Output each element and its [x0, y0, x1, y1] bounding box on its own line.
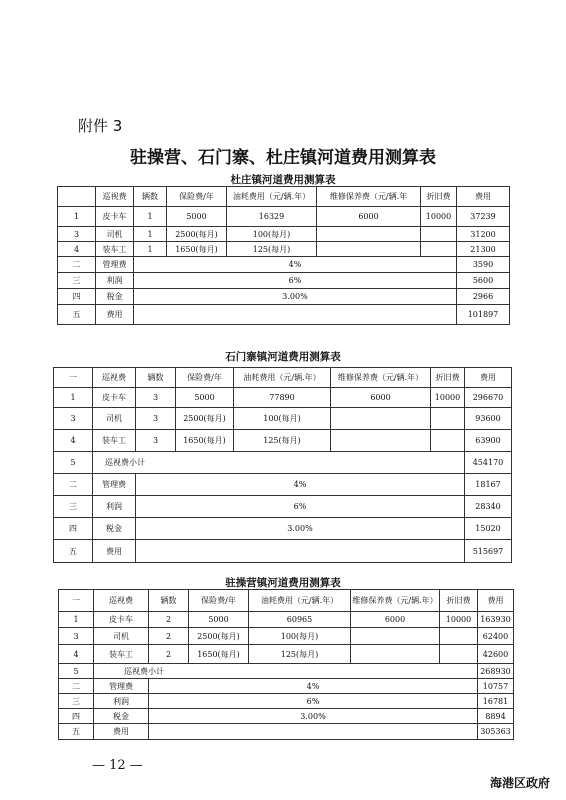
summary-row [58, 257, 510, 273]
header-cell: 油耗费用（元/辆.年） [227, 187, 317, 207]
table-cell: 税金 [93, 518, 136, 540]
table-cell: 42600 [478, 645, 514, 664]
header-cell: 折旧费 [431, 368, 465, 388]
table-cell: 4% [149, 679, 478, 694]
summary-row [58, 273, 510, 289]
table-cell: 454170 [465, 452, 512, 474]
table-cell: 2 [149, 645, 189, 664]
table-row [54, 430, 512, 452]
attachment-label: 附件 3 [78, 117, 123, 135]
header-cell: 费用 [457, 187, 510, 207]
table-cell: 2 [149, 628, 189, 645]
table-cell: 1 [54, 388, 93, 408]
table-cell: 16329 [227, 207, 317, 227]
table-row [54, 388, 512, 408]
header-cell: 折旧费 [421, 187, 457, 207]
table-cell: 税金 [96, 289, 134, 305]
table-cell: 3 [59, 628, 94, 645]
table-cell: 62400 [478, 628, 514, 645]
table-cell [421, 227, 457, 242]
table-cell: 费用 [94, 724, 149, 740]
table-cell: 1650(每月) [176, 430, 234, 452]
table-cell: 司机 [96, 227, 134, 242]
table-cell: 5600 [457, 273, 510, 289]
header-cell: 保险费/年 [167, 187, 227, 207]
table-cell: 巡视费小计 [94, 664, 478, 679]
table-cell: 125(每月) [234, 430, 331, 452]
header-cell: 维修保养费（元/辆.年 [317, 187, 421, 207]
table-cell: 4 [59, 645, 94, 664]
header-cell [58, 187, 96, 207]
table-cell: 2500(每月) [176, 408, 234, 430]
table-cell: 三 [59, 694, 94, 709]
table-cell: 6000 [351, 612, 440, 628]
table-title-zhucaoying: 驻操营镇河道费用测算表 [225, 577, 341, 589]
table-cell: 63900 [465, 430, 512, 452]
table-cell: 司机 [94, 628, 149, 645]
table-cell: 四 [59, 709, 94, 724]
table-cell: 5 [54, 452, 93, 474]
table-cell: 司机 [93, 408, 136, 430]
table-cell: 100(每月) [249, 628, 351, 645]
table-cell [421, 242, 457, 257]
table-cell: 皮卡车 [93, 388, 136, 408]
header-cell: 辆数 [149, 590, 189, 612]
header-cell: 辆数 [134, 187, 167, 207]
table-cell: 1650(每月) [189, 645, 249, 664]
table-cell: 3.00% [149, 709, 478, 724]
cost-table-shimenzhai [53, 367, 512, 563]
header-cell: 维修保养费（元/辆.年） [351, 590, 440, 612]
header-cell: 维修保养费（元/辆.年） [331, 368, 431, 388]
header-cell: 一 [54, 368, 93, 388]
summary-row [54, 518, 512, 540]
table-cell [331, 408, 431, 430]
summary-row [59, 724, 514, 740]
table-cell: 3.00% [136, 518, 465, 540]
table-header-row [58, 187, 510, 207]
table-cell: 二 [54, 474, 93, 496]
header-cell: 保险费/年 [176, 368, 234, 388]
table-cell: 装车工 [93, 430, 136, 452]
table-cell: 费用 [93, 540, 136, 563]
table-cell: 二 [59, 679, 94, 694]
table-cell: 四 [54, 518, 93, 540]
table-cell [440, 645, 478, 664]
table-cell: 3 [136, 408, 176, 430]
table-cell: 皮卡车 [96, 207, 134, 227]
table-cell: 皮卡车 [94, 612, 149, 628]
cost-table-zhucaoying [58, 589, 514, 740]
table-cell: 77890 [234, 388, 331, 408]
source-watermark: 海港区政府 [489, 776, 550, 790]
table-cell: 3 [54, 408, 93, 430]
table-cell: 1 [134, 242, 167, 257]
table-cell: 巡视费小计 [93, 452, 465, 474]
summary-row [54, 474, 512, 496]
table-cell: 利润 [96, 273, 134, 289]
header-cell: 巡视费 [93, 368, 136, 388]
summary-row [54, 540, 512, 563]
header-cell: 费用 [465, 368, 512, 388]
header-cell: 巡视费 [96, 187, 134, 207]
table-cell [331, 430, 431, 452]
table-cell: 管理费 [96, 257, 134, 273]
table-cell: 五 [54, 540, 93, 563]
table-cell: 1 [134, 227, 167, 242]
table-cell: 4 [58, 242, 96, 257]
header-cell: 保险费/年 [189, 590, 249, 612]
table-cell [134, 305, 457, 325]
table-row [58, 207, 510, 227]
table-cell: 100(每月) [234, 408, 331, 430]
summary-row [54, 496, 512, 518]
table-cell [440, 628, 478, 645]
document-title: 驻操营、石门寨、杜庄镇河道费用测算表 [130, 148, 436, 168]
table-cell: 3.00% [134, 289, 457, 305]
table-cell: 100(每月) [227, 227, 317, 242]
table-cell: 268930 [478, 664, 514, 679]
table-row [59, 645, 514, 664]
table-cell [431, 430, 465, 452]
table-cell: 18167 [465, 474, 512, 496]
page-number: — 12 — [92, 758, 143, 773]
header-cell: 油耗费用（元/辆.年） [234, 368, 331, 388]
table-cell: 6000 [331, 388, 431, 408]
table-cell: 16781 [478, 694, 514, 709]
table-cell: 1 [58, 207, 96, 227]
table-cell: 管理费 [93, 474, 136, 496]
table-cell: 2500(每月) [167, 227, 227, 242]
table-cell [431, 408, 465, 430]
table-cell [149, 724, 478, 740]
table-cell: 3 [136, 430, 176, 452]
table-row [59, 628, 514, 645]
table-cell: 五 [58, 305, 96, 325]
table-row [58, 227, 510, 242]
table-cell: 125(每月) [227, 242, 317, 257]
table-cell: 5000 [176, 388, 234, 408]
table-cell: 二 [58, 257, 96, 273]
table-cell: 4% [134, 257, 457, 273]
table-cell [351, 628, 440, 645]
table-cell: 装车工 [96, 242, 134, 257]
table-cell: 10000 [440, 612, 478, 628]
table-cell [317, 242, 421, 257]
table-cell: 37239 [457, 207, 510, 227]
summary-row [58, 289, 510, 305]
table-header-row [54, 368, 512, 388]
table-cell: 利润 [93, 496, 136, 518]
summary-row [59, 709, 514, 724]
table-cell: 296670 [465, 388, 512, 408]
subtotal-row [59, 664, 514, 679]
table-cell: 31200 [457, 227, 510, 242]
table-cell: 305363 [478, 724, 514, 740]
table-cell: 28340 [465, 496, 512, 518]
table-cell: 6% [134, 273, 457, 289]
table-cell: 3590 [457, 257, 510, 273]
table-cell: 5000 [189, 612, 249, 628]
table-title-shimenzhai: 石门寨镇河道费用测算表 [225, 351, 341, 363]
table-cell: 5 [59, 664, 94, 679]
table-cell: 三 [54, 496, 93, 518]
table-cell: 6000 [317, 207, 421, 227]
table-cell: 三 [58, 273, 96, 289]
table-cell: 费用 [96, 305, 134, 325]
header-cell: 折旧费 [440, 590, 478, 612]
header-cell: 费用 [478, 590, 514, 612]
table-cell: 2966 [457, 289, 510, 305]
table-cell: 515697 [465, 540, 512, 563]
table-cell: 4% [136, 474, 465, 496]
table-cell: 四 [58, 289, 96, 305]
table-title-duzhuang: 杜庄镇河道费用测算表 [230, 174, 336, 186]
header-cell: 一 [59, 590, 94, 612]
table-cell [351, 645, 440, 664]
summary-row [58, 305, 510, 325]
header-cell: 油耗费用（元/辆.年） [249, 590, 351, 612]
cost-table-duzhuang [57, 186, 510, 325]
summary-row [59, 679, 514, 694]
table-cell: 5000 [167, 207, 227, 227]
table-cell: 五 [59, 724, 94, 740]
table-cell: 利润 [94, 694, 149, 709]
table-header-row [59, 590, 514, 612]
table-cell: 10000 [431, 388, 465, 408]
table-cell [317, 227, 421, 242]
table-cell: 21300 [457, 242, 510, 257]
table-row [58, 242, 510, 257]
subtotal-row [54, 452, 512, 474]
table-cell: 15020 [465, 518, 512, 540]
table-row [54, 408, 512, 430]
table-cell: 3 [136, 388, 176, 408]
table-cell: 60965 [249, 612, 351, 628]
table-cell: 1 [134, 207, 167, 227]
table-cell: 1 [59, 612, 94, 628]
table-row [59, 612, 514, 628]
table-cell: 10757 [478, 679, 514, 694]
table-cell: 3 [58, 227, 96, 242]
table-cell: 2 [149, 612, 189, 628]
table-cell [136, 540, 465, 563]
summary-row [59, 694, 514, 709]
table-cell: 8894 [478, 709, 514, 724]
table-cell: 管理费 [94, 679, 149, 694]
table-cell: 10000 [421, 207, 457, 227]
table-cell: 125(每月) [249, 645, 351, 664]
table-cell: 6% [136, 496, 465, 518]
table-cell: 93600 [465, 408, 512, 430]
table-cell: 装车工 [94, 645, 149, 664]
table-cell: 163930 [478, 612, 514, 628]
header-cell: 巡视费 [94, 590, 149, 612]
table-cell: 1650(每月) [167, 242, 227, 257]
table-cell: 4 [54, 430, 93, 452]
header-cell: 辆数 [136, 368, 176, 388]
table-cell: 101897 [457, 305, 510, 325]
table-cell: 2500(每月) [189, 628, 249, 645]
table-cell: 6% [149, 694, 478, 709]
table-cell: 税金 [94, 709, 149, 724]
